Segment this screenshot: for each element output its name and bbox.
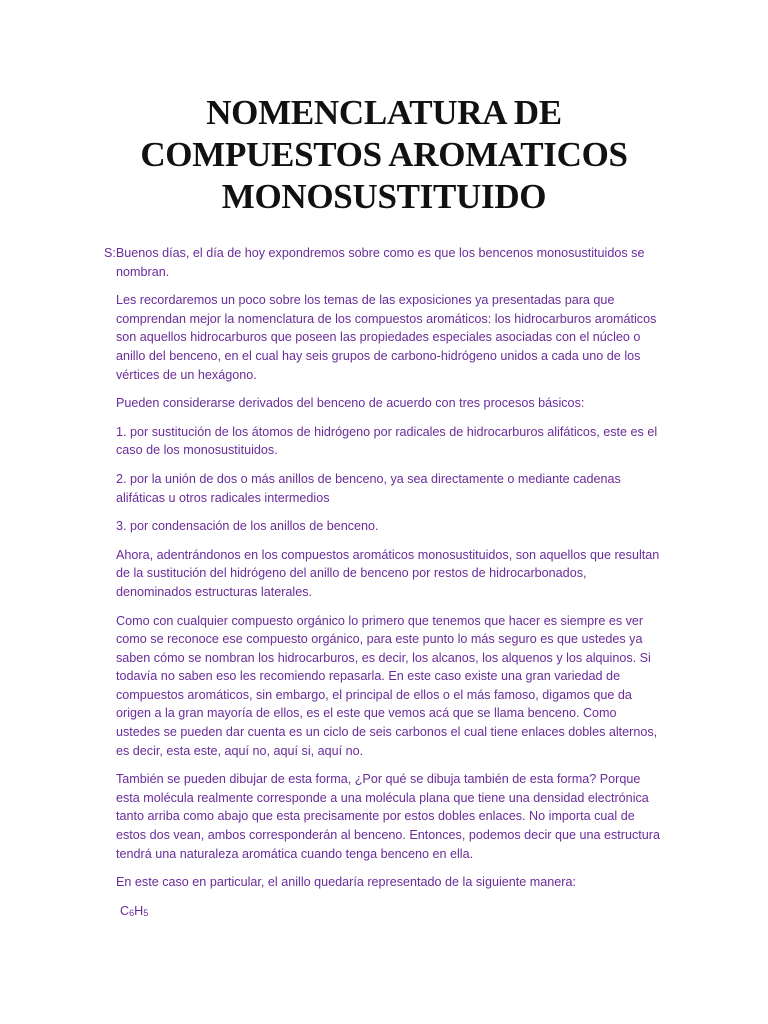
formula-hydrogen-count: 5 xyxy=(143,907,149,918)
paragraph-process-1: 1. por sustitución de los átomos de hidrógeno por radicales de hidrocarburos alifáticos, este es el caso de los monosustituidos. xyxy=(116,424,658,458)
document-body xyxy=(104,244,664,922)
page-title xyxy=(100,92,668,218)
formula-hydrogen: H xyxy=(134,903,144,918)
paragraph-recap: Les recordaremos un poco sobre los temas de las exposiciones ya presentadas para que comprendan mejor la nomenclatura de los compuestos aromáticos: los hidrocarburos aromáticos son aquellos hidrocarburos que poseen las propiedades especiales asociadas con el núcleo o anillo del benceno, en el cual hay seis grupos de carbono-hidrógeno unidos a cada uno de los vértices de un hexágono. xyxy=(116,293,657,382)
paragraph-organic-compound: Como con cualquier compuesto orgánico lo primero que tenemos que hacer es siempre es ver como se reconoce ese compuesto orgánico, para este punto lo más seguro es que ustedes ya saben cómo se nombran los hidrocarburos, es decir, los alcanos, los alquenos y los alquinos. Si todavía no saben eso les recomiendo repasarla. En este caso existe una gran variedad de compuestos aromáticos, sin embargo, el principal de ellos o el más famoso, digamos que da origen a la gran mayoría de ellos, es el este que vemos acá que se llama benceno. Como ustedes se pueden dar cuenta es un ciclo de seis carbonos el cual tiene enlaces dobles alternos, es decir, esta este, aquí no, aquí si, aquí no. xyxy=(116,613,658,758)
title-line-2: COMPUESTOS AROMATICOS xyxy=(140,135,628,174)
paragraph-process-2: 2. por la unión de dos o más anillos de benceno, ya sea directamente o mediante cadenas alifáticas u otros radicales intermedios xyxy=(116,471,621,505)
paragraph-ring-representation: En este caso en particular, el anillo quedaría representado de la siguiente manera: xyxy=(116,875,576,890)
formula-carbon-count: 6 xyxy=(129,907,135,918)
formula-carbon: C xyxy=(120,903,130,918)
paragraph-process-3: 3. por condensación de los anillos de benceno. xyxy=(116,519,379,534)
chemical-formula xyxy=(116,902,664,923)
paragraph-processes-intro: Pueden considerarse derivados del benceno de acuerdo con tres procesos básicos: xyxy=(116,396,585,411)
paragraph-intro: S:Buenos días, el día de hoy expondremos sobre como es que los bencenos monosustituidos se nombran. xyxy=(104,246,645,279)
title-line-1: NOMENCLATURA DE xyxy=(206,93,562,132)
title-line-3: MONOSUSTITUIDO xyxy=(221,177,547,216)
paragraph-drawing-form: También se pueden dibujar de esta forma, ¿Por qué se dibuja también de esta forma? Porque esta molécula realmente corresponde a una molécula plana que tiene una densidad electrónica tanto arriba como abajo que esta precisamente por estos dobles enlaces. No importa cual de estos dos vean, ambos corresponderán al benceno. Entonces, podemos decir que una estructura tendrá una naturaleza aromática cuando tenga benceno en ella. xyxy=(116,772,660,861)
paragraph-monosubstituted: Ahora, adentrándonos en los compuestos aromáticos monosustituidos, son aquellos que resultan de la sustitución del hidrógeno del anillo de benceno por restos de hidrocarbonados, denominados estructuras laterales. xyxy=(116,547,660,599)
